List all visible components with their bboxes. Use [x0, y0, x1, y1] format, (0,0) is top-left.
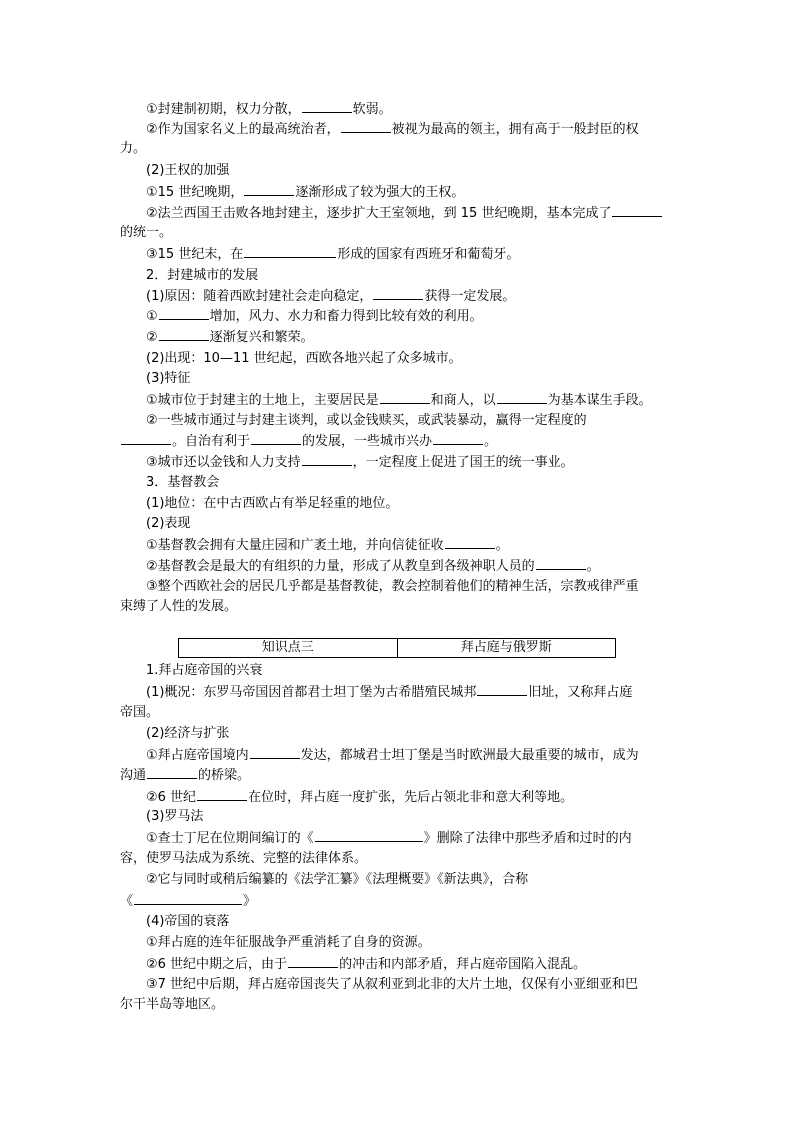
text-line: 尔干半岛等地区。 [120, 997, 225, 1012]
text-line: 束缚了人性的发展。 [120, 599, 238, 614]
text-line: ③整个西欧社会的居民几乎都是基督教徒，教会控制着他们的精神生活，宗教戒律严重 [146, 579, 639, 594]
text-line: ②它与同时或稍后编纂的《法学汇纂》《法理概要》《新法典》，合称 [146, 872, 529, 887]
text-line: 《 》 [120, 891, 256, 911]
subheading: (2)表现 [146, 516, 191, 531]
text-line: ②基督教会是最大的有组织的力量，形成了从教皇到各级神职人员的 。 [146, 556, 600, 576]
fill-blank[interactable] [147, 765, 197, 779]
section-heading: 3．基督教会 [146, 475, 220, 490]
text-line: ①15 世纪晚期， 逐渐形成了较为强大的王权。 [146, 182, 464, 202]
text-line: 。自治有利于 的发展，一些城市兴办 。 [120, 431, 497, 451]
fill-blank[interactable] [302, 452, 352, 466]
fill-blank[interactable] [159, 327, 209, 341]
fill-blank[interactable] [121, 431, 171, 445]
text-line: (1)概况：东罗马帝国因首都君士坦丁堡为古希腊殖民城邦 旧址，又称拜占庭 [146, 682, 632, 702]
text-line: ②法兰西国王击败各地封建主，逐步扩大王室领地，到 15 世纪晚期，基本完成了 [146, 203, 663, 223]
section-header-table [178, 638, 616, 658]
text-line: ①城市位于封建主的土地上，主要居民是 和商人，以 为基本谋生手段。 [146, 390, 652, 410]
fill-blank[interactable] [445, 535, 495, 549]
fill-blank[interactable] [197, 787, 247, 801]
fill-blank[interactable] [244, 244, 336, 258]
fill-blank[interactable] [536, 556, 586, 570]
fill-blank[interactable] [251, 431, 301, 445]
fill-blank[interactable] [250, 745, 300, 759]
fill-blank[interactable] [497, 390, 547, 404]
text-line: 沟通 的桥梁。 [120, 765, 250, 785]
fill-blank[interactable] [477, 682, 527, 696]
section-heading: 1.拜占庭帝国的兴衰 [146, 663, 263, 678]
text-line: ②一些城市通过与封建主谈判，或以金钱赎买，或武装暴动，赢得一定程度的 [146, 413, 587, 428]
text-line: 的统一。 [120, 225, 173, 240]
text-line: 帝国。 [120, 705, 160, 720]
text-line: ③城市还以金钱和人力支持 ，一定程度上促进了国王的统一事业。 [146, 452, 574, 472]
fill-blank[interactable] [341, 119, 391, 133]
text-line: ②6 世纪中期之后，由于 的冲击和内部矛盾，拜占庭帝国陷入混乱。 [146, 954, 586, 974]
fill-blank[interactable] [159, 306, 209, 320]
text-line: (1)地位：在中古西欧占有举足轻重的地位。 [146, 496, 399, 511]
text-line: ① 增加，风力、水力和畜力得到比较有效的利用。 [146, 306, 483, 326]
subheading: (2)经济与扩张 [146, 726, 230, 741]
subheading: (3)特征 [146, 371, 191, 386]
table-cell-label: 知识点三 [261, 640, 314, 655]
text-line: ②6 世纪 在位时，拜占庭一度扩张，先后占领北非和意大利等地。 [146, 787, 573, 807]
text-line: ③15 世纪末，在 形成的国家有西班牙和葡萄牙。 [146, 244, 519, 264]
text-line: (2)出现：10—11 世纪起，西欧各地兴起了众多城市。 [146, 351, 462, 366]
text-line: 力。 [120, 141, 147, 156]
text-line: ② 逐渐复兴和繁荣。 [146, 327, 314, 347]
fill-blank[interactable] [302, 99, 352, 113]
subheading: (4)帝国的衰落 [146, 914, 230, 929]
table-cell-title: 拜占庭与俄罗斯 [397, 639, 616, 657]
fill-blank[interactable] [288, 954, 338, 968]
text-line: ③7 世纪中后期，拜占庭帝国丧失了从叙利亚到北非的大片土地，仅保有小亚细亚和巴 [146, 977, 639, 992]
subheading: (2)王权的加强 [146, 163, 230, 178]
fill-blank[interactable] [380, 390, 430, 404]
section-heading: 2．封建城市的发展 [146, 268, 259, 283]
fill-blank[interactable] [244, 182, 294, 196]
text-line: 容，使罗马法成为系统、完整的法律体系。 [120, 851, 368, 866]
text-line: ①拜占庭的连年征服战争严重消耗了自身的资源。 [146, 935, 431, 950]
text-line: ①查士丁尼在位期间编订的《 》删除了法律中那些矛盾和过时的内 [146, 828, 632, 848]
fill-blank[interactable] [433, 431, 483, 445]
fill-blank[interactable] [612, 203, 662, 217]
text-line: ②作为国家名义上的最高统治者， 被视为最高的领主，拥有高于一般封臣的权 [146, 119, 639, 139]
text-line: ①封建制初期，权力分散， 软弱。 [146, 99, 392, 119]
fill-blank[interactable] [134, 891, 242, 905]
subheading: (3)罗马法 [146, 809, 204, 824]
fill-blank[interactable] [315, 828, 423, 842]
text-line: ①基督教会拥有大量庄园和广袤土地，并向信徒征收 。 [146, 535, 509, 555]
text-line: (1)原因：随着西欧封建社会走向稳定， 获得一定发展。 [146, 286, 515, 306]
text-line: ①拜占庭帝国境内 发达，都城君士坦丁堡是当时欧洲最大最重要的城市，成为 [146, 745, 639, 765]
fill-blank[interactable] [373, 286, 423, 300]
